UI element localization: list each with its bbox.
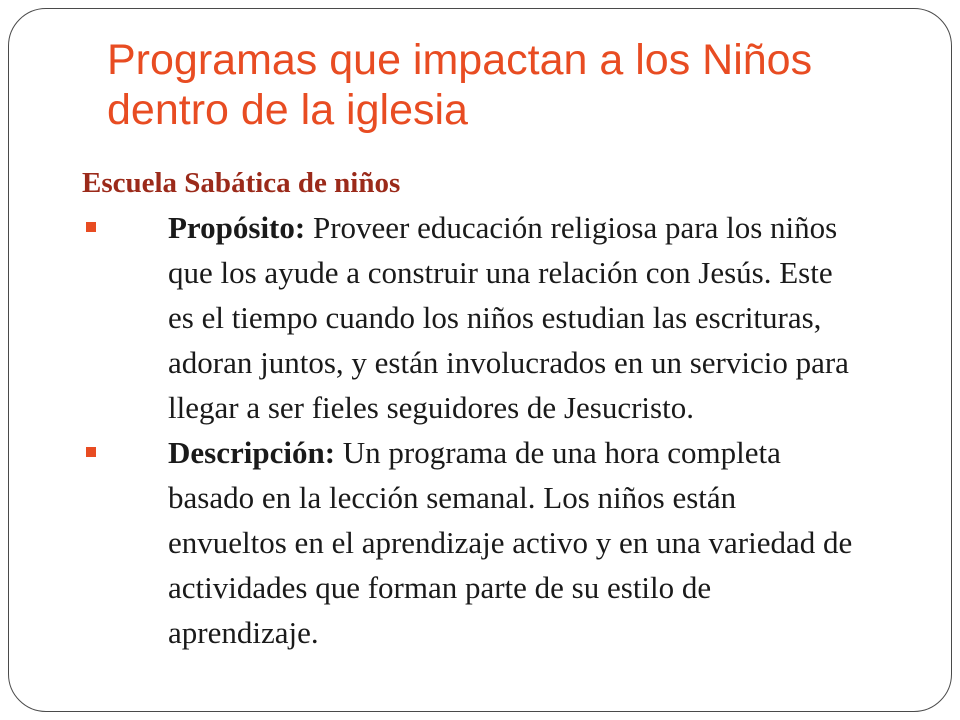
bullet-text: Un programa de una hora completa bbox=[342, 435, 781, 470]
bullet-text: Proveer educación religiosa para los niños bbox=[312, 210, 838, 245]
bullet-line: que los ayude a construir una relación con Jesús. Este bbox=[168, 255, 833, 290]
bullet-line: llegar a ser fieles seguidores de Jesucristo. bbox=[168, 390, 694, 425]
square-bullet-icon bbox=[86, 222, 96, 232]
bullet-line bbox=[168, 430, 960, 475]
bullet-line: actividades que forman parte de su estilo de bbox=[168, 570, 712, 605]
bullet-line bbox=[168, 205, 960, 250]
slide-title-line-2: dentro de la iglesia bbox=[107, 86, 468, 134]
section-heading: Escuela Sabática de niños bbox=[82, 167, 401, 199]
bullet-line: basado en la lección semanal. Los niños están bbox=[168, 480, 737, 515]
bullet-label: Propósito: bbox=[168, 210, 306, 245]
bullet-line: adoran juntos, y están involucrados en un servicio para bbox=[168, 345, 849, 380]
bullet-line: aprendizaje. bbox=[168, 615, 319, 650]
slide-title-line-1: Programas que impactan a los Niños bbox=[107, 36, 813, 84]
bullet-line: envueltos en el aprendizaje activo y en una variedad de bbox=[168, 525, 853, 560]
bullet-item-descripcion bbox=[0, 430, 960, 655]
bullet-item-proposito bbox=[0, 205, 960, 430]
bullet-label: Descripción: bbox=[168, 435, 336, 470]
bullet-list bbox=[0, 205, 960, 655]
square-bullet-icon bbox=[86, 447, 96, 457]
bullet-line: es el tiempo cuando los niños estudian las escrituras, bbox=[168, 300, 822, 335]
slide-title bbox=[107, 35, 812, 135]
